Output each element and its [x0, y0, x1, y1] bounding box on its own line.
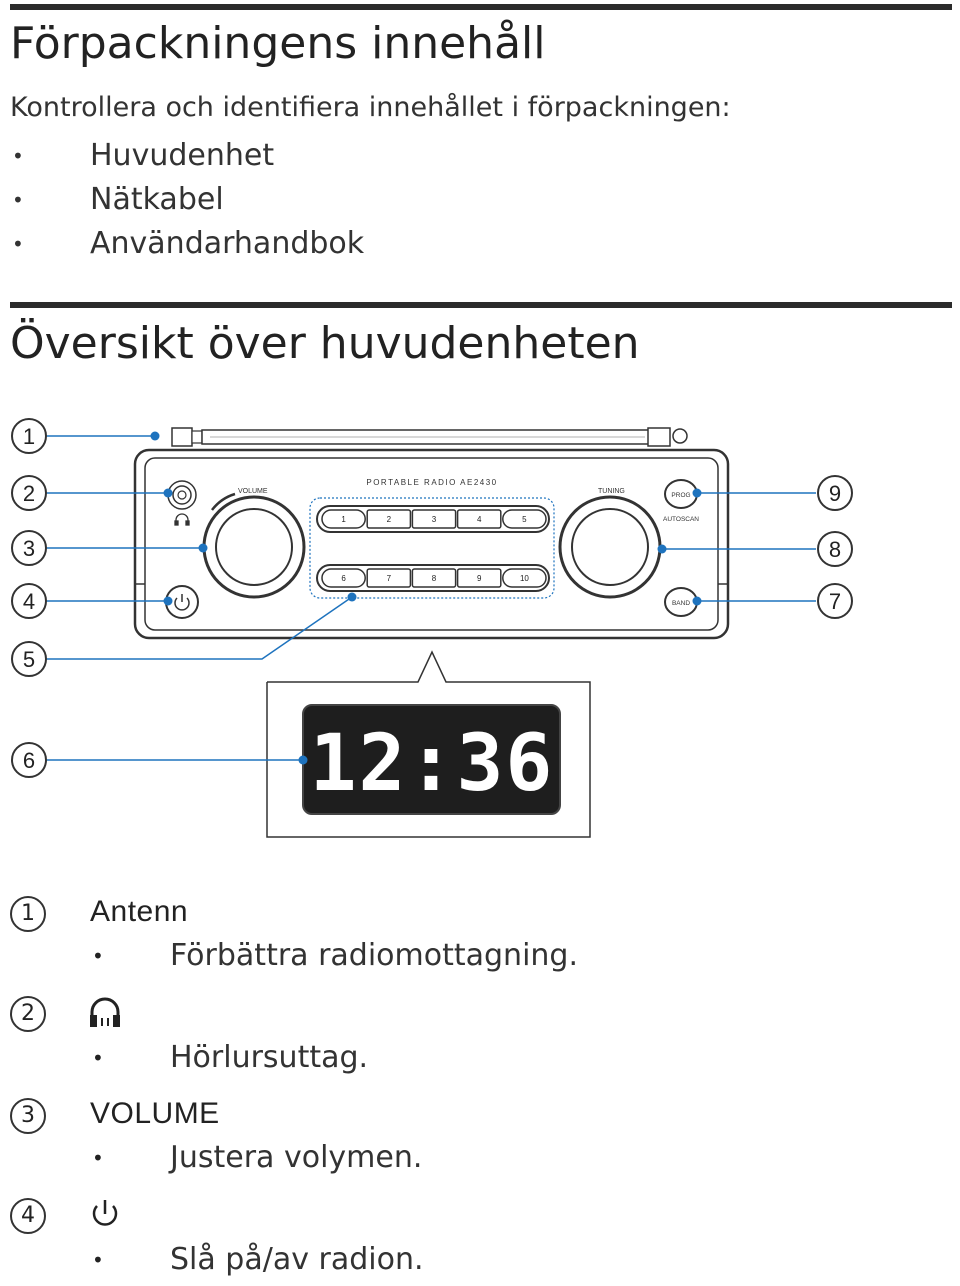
- legend-title: VOLUME: [90, 1097, 220, 1130]
- legend-number: 3: [10, 1098, 46, 1134]
- legend-desc: Hörlursuttag.: [170, 1040, 369, 1075]
- legend-desc: Slå på/av radion.: [170, 1242, 424, 1277]
- section-rule-top: [10, 4, 952, 10]
- callout-number: 2: [22, 481, 36, 506]
- callout-number: 7: [828, 589, 842, 614]
- radio-diagram: [0, 400, 960, 850]
- bullet: •: [92, 1046, 104, 1070]
- legend-number: 1: [10, 896, 46, 932]
- preset-label: 1: [341, 515, 346, 524]
- autoscan-label: AUTOSCAN: [663, 516, 699, 523]
- legend-desc: Förbättra radiomottagning.: [170, 938, 579, 973]
- preset-button-8[interactable]: [412, 569, 455, 587]
- section-rule-overview: [10, 302, 952, 308]
- preset-label: 5: [522, 515, 527, 524]
- callout-number: 5: [22, 647, 36, 672]
- preset-label: 7: [386, 574, 392, 583]
- prog-button[interactable]: [665, 480, 697, 508]
- bullet: •: [92, 1146, 104, 1170]
- preset-button-10[interactable]: [503, 569, 546, 587]
- band-button[interactable]: [665, 588, 697, 616]
- legend-number: 4: [10, 1198, 46, 1234]
- callout-number: 1: [22, 424, 36, 449]
- callout-number: 8: [828, 537, 842, 562]
- page-title-contents: Förpackningens innehåll: [10, 18, 546, 69]
- prog-label: PROG: [671, 492, 691, 499]
- preset-label: 10: [519, 574, 529, 583]
- brand-label: PORTABLE RADIO AE2430: [366, 478, 498, 487]
- preset-button-6[interactable]: [322, 569, 365, 587]
- callout-number: 6: [22, 748, 36, 773]
- legend-desc: Justera volymen.: [170, 1140, 423, 1175]
- preset-label: 4: [476, 515, 482, 524]
- preset-button-4[interactable]: [458, 510, 501, 528]
- preset-button-2[interactable]: [367, 510, 410, 528]
- legend-entry-4: [0, 1192, 960, 1240]
- headphone-jack[interactable]: [168, 481, 196, 509]
- preset-label: 2: [386, 515, 392, 524]
- contents-intro: Kontrollera och identifiera innehållet i förpackningen:: [10, 92, 731, 123]
- preset-button-7[interactable]: [367, 569, 410, 587]
- power-icon: [88, 1194, 122, 1234]
- page-title-overview: Översikt över huvudenheten: [10, 318, 640, 369]
- headphone-icon: [88, 992, 122, 1032]
- bullet: •: [92, 944, 104, 968]
- legend-desc-2: [0, 1036, 960, 1084]
- preset-button-5[interactable]: [503, 510, 546, 528]
- preset-button-1[interactable]: [322, 510, 365, 528]
- antenna: [172, 428, 687, 446]
- bullet: •: [92, 1248, 104, 1272]
- tuning-knob[interactable]: [560, 497, 660, 597]
- tuning-label: TUNING: [598, 488, 625, 495]
- preset-label: 6: [341, 574, 346, 583]
- list-item: • Användarhandbok: [10, 222, 364, 266]
- volume-knob[interactable]: [204, 497, 304, 597]
- legend-desc-4: [0, 1238, 960, 1286]
- band-label: BAND: [671, 600, 691, 607]
- display-time: 12:36: [309, 719, 555, 809]
- legend-entry-2: [0, 990, 960, 1038]
- legend-entry-3: [0, 1092, 960, 1140]
- list-item: • Huvudenhet: [10, 134, 364, 178]
- callout-number: 9: [828, 481, 842, 506]
- list-item: • Nätkabel: [10, 178, 364, 222]
- preset-label: 9: [476, 574, 482, 583]
- legend-desc-1: [0, 934, 960, 982]
- preset-label: 8: [431, 574, 437, 583]
- legend-title: Antenn: [90, 895, 189, 928]
- callout-number: 3: [22, 536, 36, 561]
- preset-label: 3: [431, 515, 437, 524]
- contents-list: [10, 134, 364, 266]
- preset-button-9[interactable]: [458, 569, 501, 587]
- preset-button-3[interactable]: [412, 510, 455, 528]
- preset-buttons-top: [322, 510, 546, 528]
- volume-label: VOLUME: [238, 488, 268, 495]
- legend-number: 2: [10, 996, 46, 1032]
- legend-desc-3: [0, 1136, 960, 1184]
- legend-entry-1: [0, 890, 960, 938]
- preset-buttons-bottom: [322, 569, 546, 587]
- callout-number: 4: [22, 589, 36, 614]
